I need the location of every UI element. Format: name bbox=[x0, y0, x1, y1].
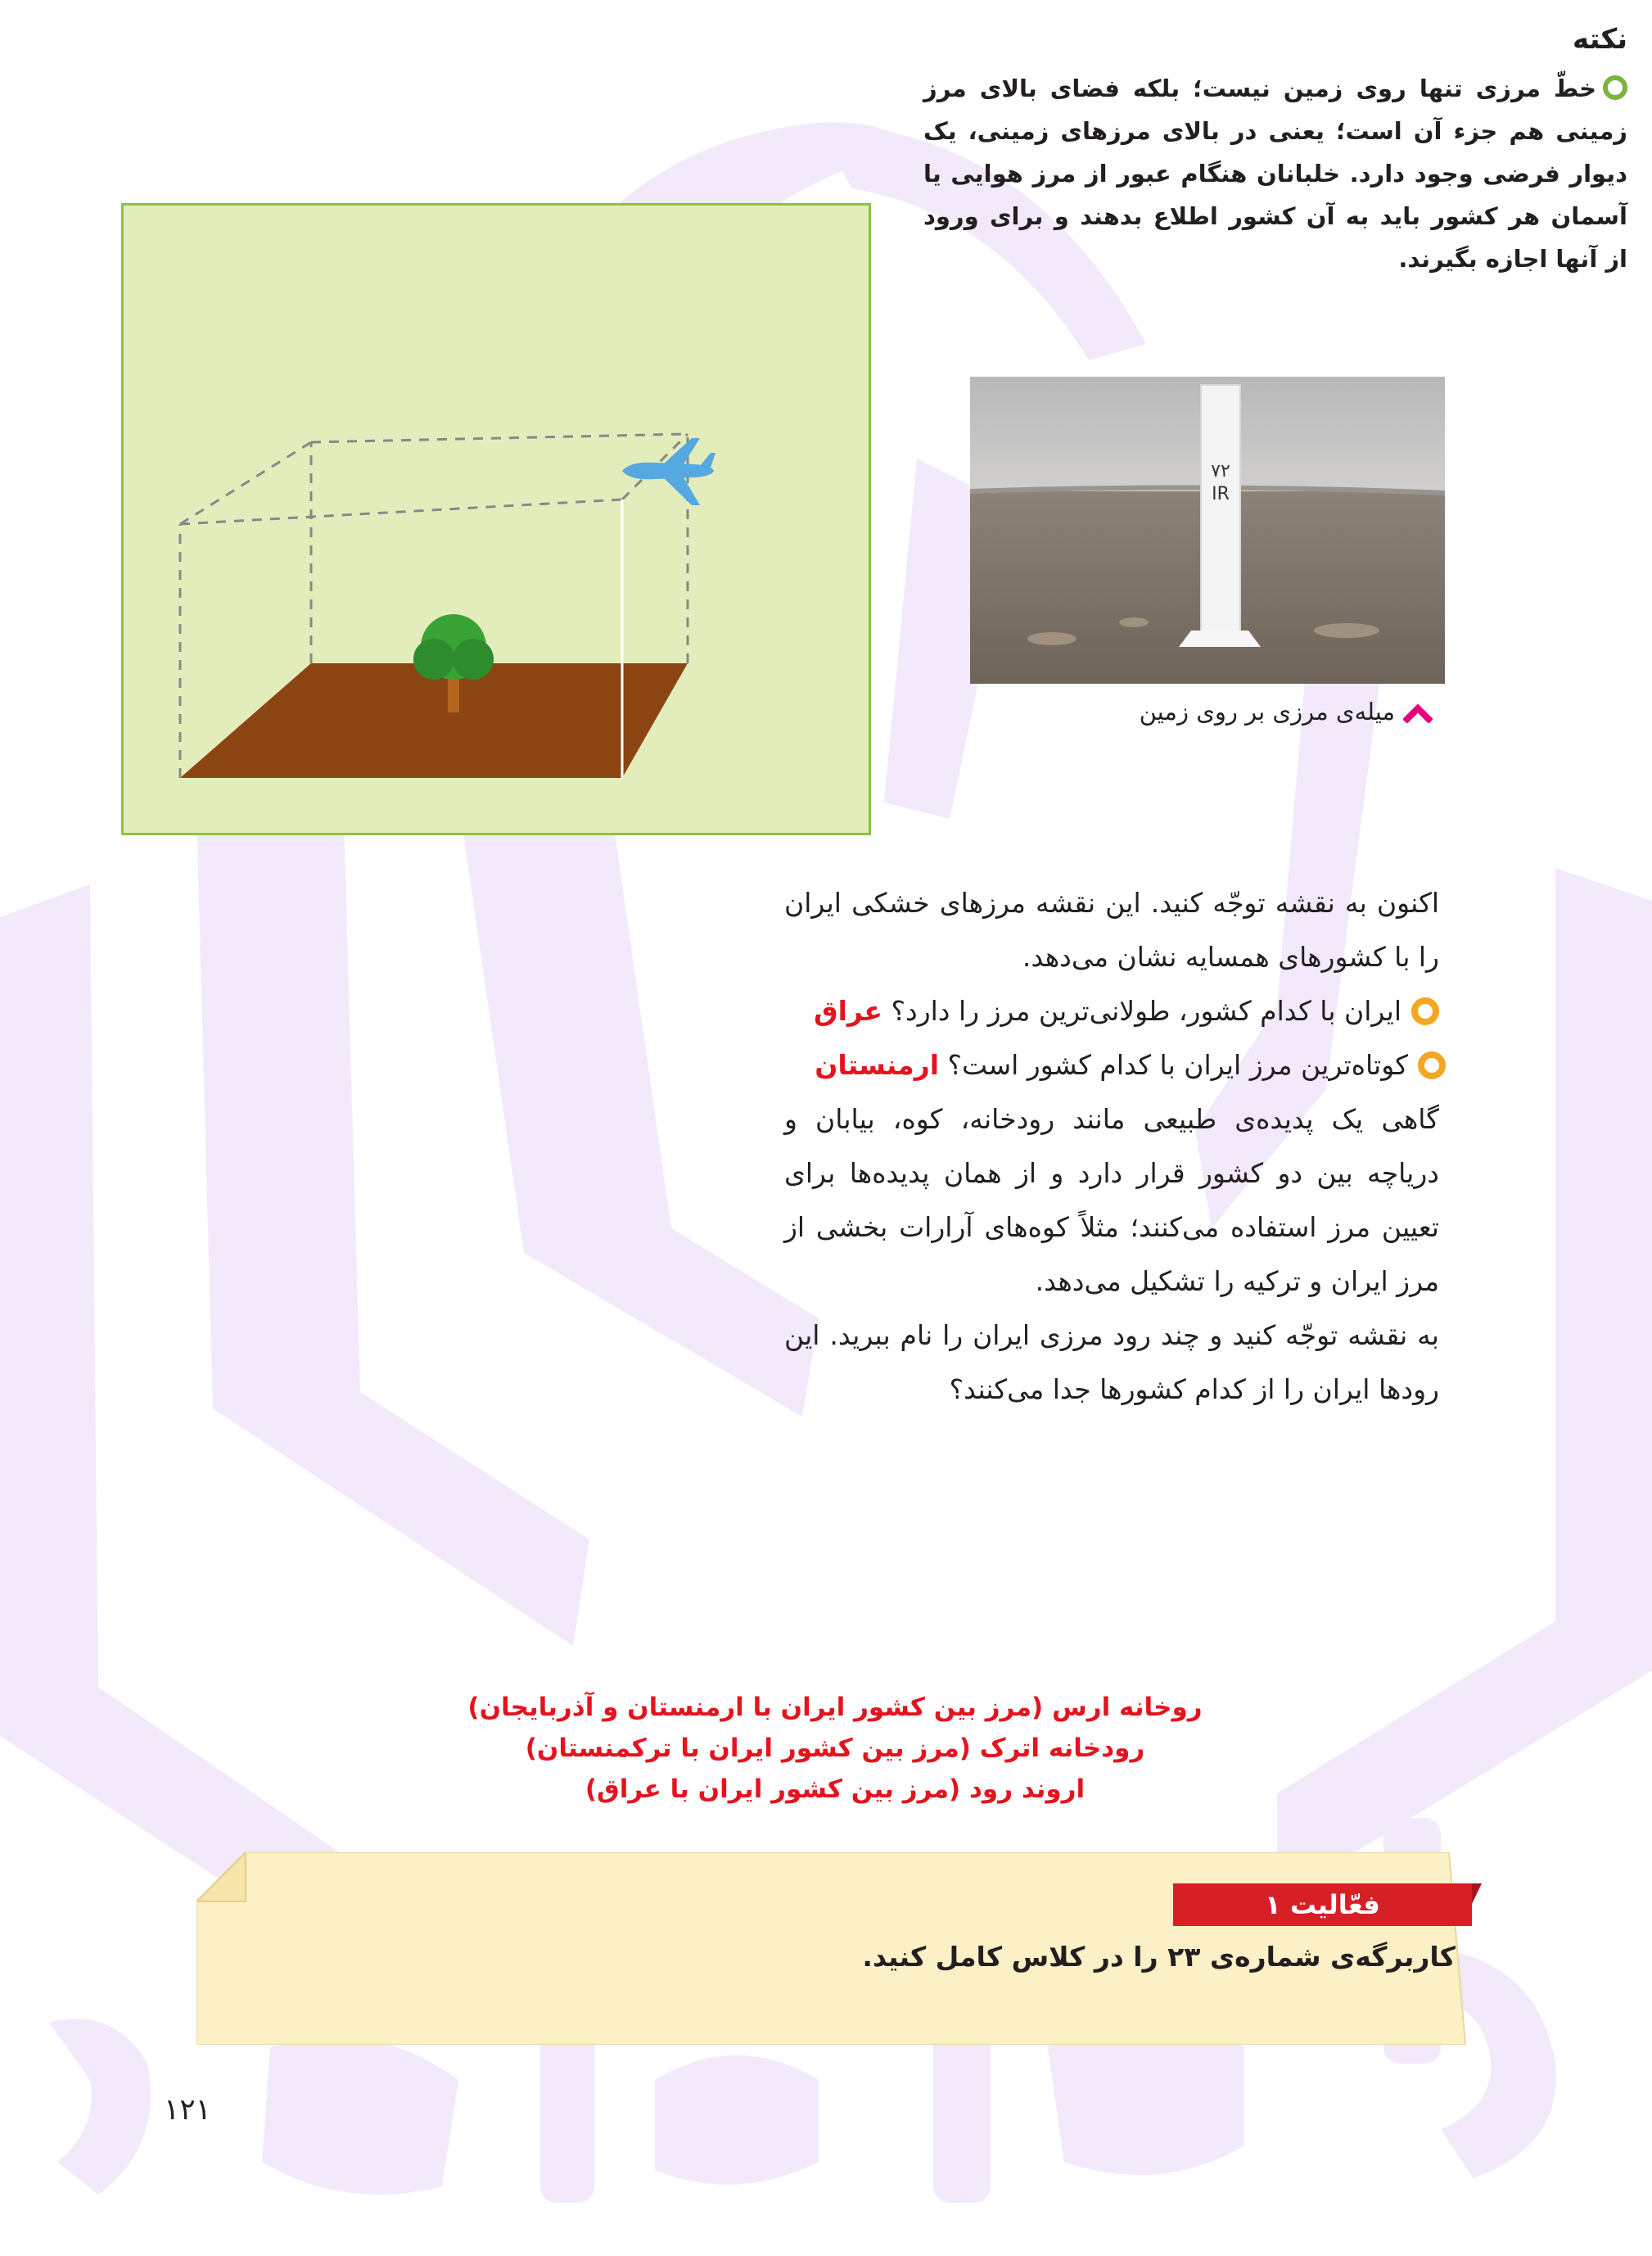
orange-bullet-icon bbox=[1418, 1051, 1446, 1079]
answer-1: عراق bbox=[814, 995, 882, 1027]
rivers-question: به نقشه توجّه کنید و چند رود مرزی ایران را نام ببرید. این رودها ایران را از کدام کشورها جدا می‌کنند؟ bbox=[784, 1319, 1439, 1405]
photo-caption-block bbox=[1140, 698, 1433, 726]
question-2: کوتاه‌ترین مرز ایران با کدام کشور است؟ ارمنستان bbox=[784, 1038, 1446, 1092]
activity-title: فعّالیت ۱ bbox=[1173, 1883, 1472, 1926]
activity-text: کاربرگه‌ی شماره‌ی ۲۳ را در کلاس کامل کنید. bbox=[862, 1941, 1456, 1973]
airplane-icon bbox=[622, 438, 715, 505]
page-number: ۱۲۱ bbox=[164, 2093, 212, 2127]
note-text-block bbox=[923, 67, 1627, 280]
post-marker-number: ٧٢ bbox=[1211, 461, 1230, 481]
answer-line-2: رودخانه اترک (مرز بین کشور ایران با ترکمنستان) bbox=[525, 1734, 1145, 1763]
airspace-box-illustration bbox=[164, 426, 737, 802]
photo-caption: میله‌ی مرزی بر روی زمین bbox=[1139, 698, 1395, 726]
answer-2: ارمنستان bbox=[815, 1049, 940, 1081]
ground-plane bbox=[180, 663, 688, 778]
note-text: خطّ مرزی تنها روی زمین نیست؛ بلکه فضای بالای مرز زمینی هم جزء آن است؛ یعنی در بالای مرزهای زمینی، یک دیوار فرضی وجود دارد. خلبانان هنگام عبور از مرز هوایی یا آسمان هر کشور باید به آن کشور اطلاع بدهند و برای ورود از آنها اجازه بگیرند. bbox=[923, 75, 1627, 273]
chevron-up-icon bbox=[1403, 703, 1433, 723]
rivers-answer bbox=[458, 1687, 1212, 1810]
natural-features-paragraph: گاهی یک پدیده‌ی طبیعی مانند رودخانه، کوه، بیابان و دریاچه بین دو کشور قرار دارد و از همان پدیده‌ها برای تعیین مرز استفاده می‌کنند؛ مثلاً کوه‌های آرارات بخشی از مرز ایران و ترکیه را تشکیل می‌دهد. bbox=[784, 1103, 1439, 1297]
orange-bullet-icon bbox=[1411, 997, 1439, 1025]
answer-line-3: اروند رود (مرز بین کشور ایران با عراق) bbox=[585, 1775, 1086, 1804]
note-title: نکته bbox=[1572, 23, 1627, 56]
post-marker-code: IR bbox=[1212, 484, 1230, 504]
border-post-photo bbox=[970, 377, 1445, 684]
intro-paragraph: اکنون به نقشه توجّه کنید. این نقشه مرزهای خشکی ایران را با کشورهای همسایه نشان می‌دهد. bbox=[784, 887, 1439, 973]
main-text bbox=[784, 876, 1439, 1417]
question-1: ایران با کدام کشور، طولانی‌ترین مرز را دارد؟ عراق bbox=[784, 984, 1439, 1038]
green-bullet-icon bbox=[1603, 75, 1627, 100]
answer-line-1: روخانه ارس (مرز بین کشور ایران با ارمنستان و آذربایجان) bbox=[467, 1693, 1203, 1722]
